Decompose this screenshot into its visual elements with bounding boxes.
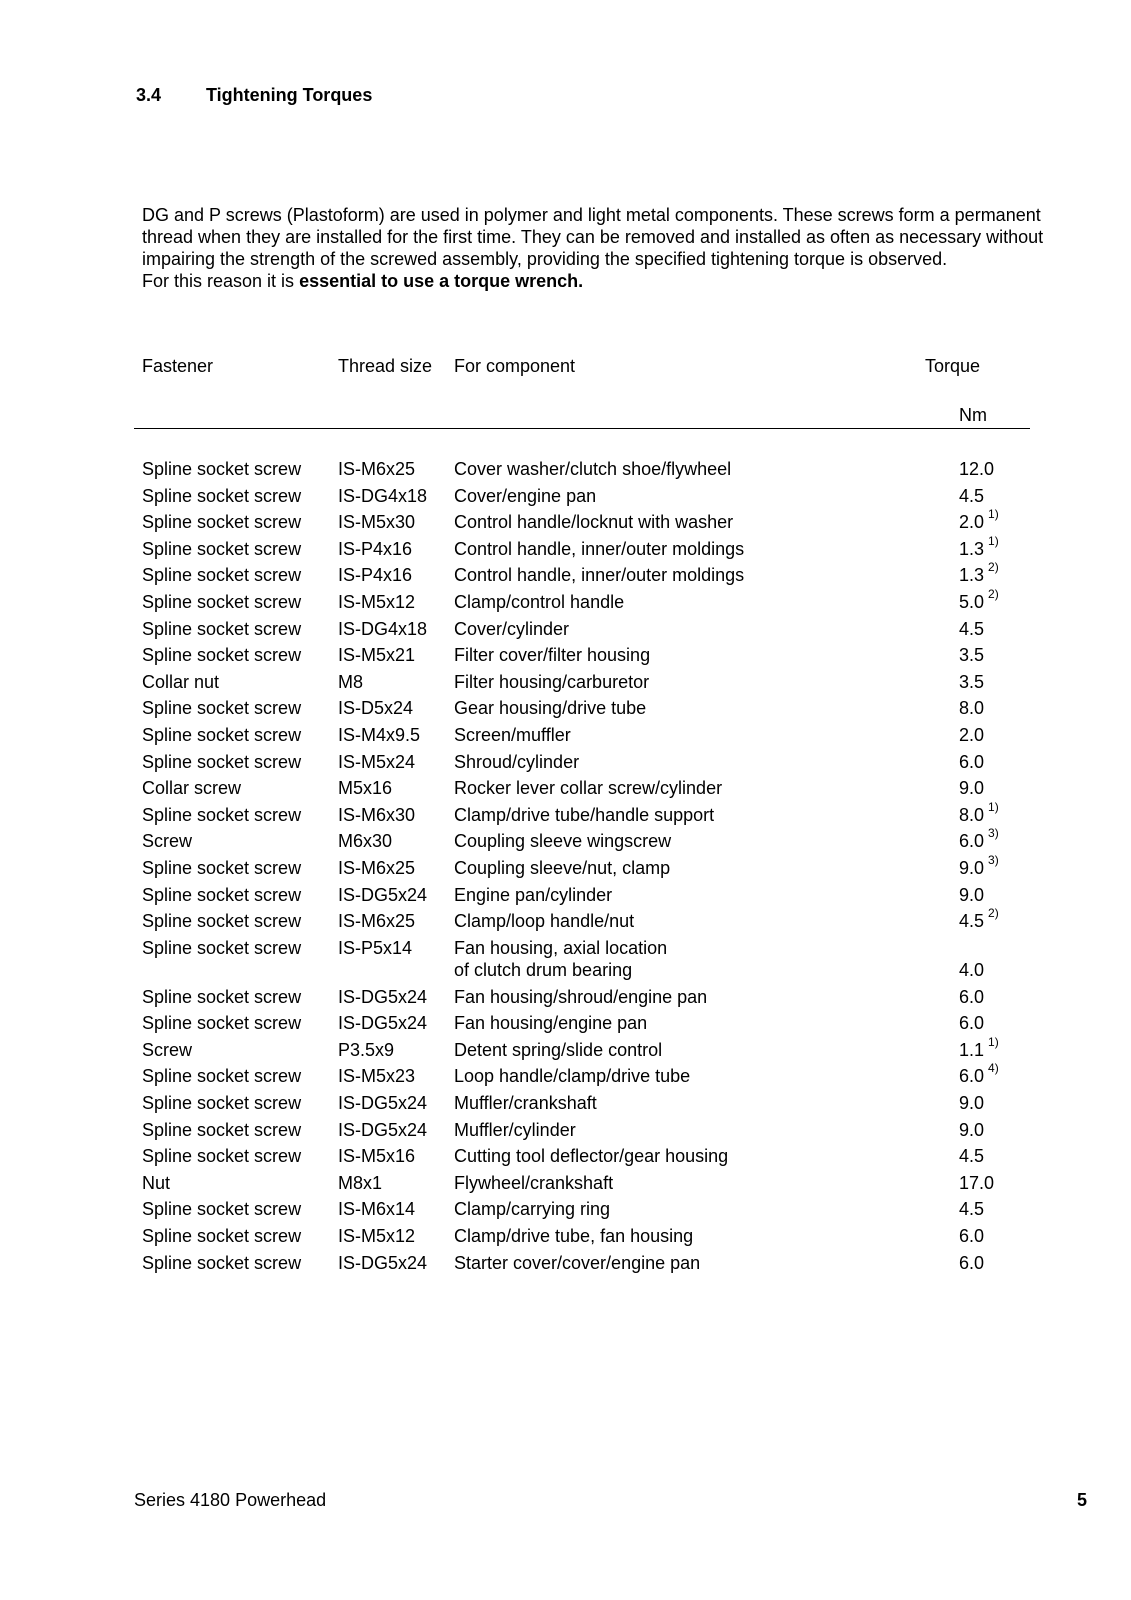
torque-value: 6.0: [959, 751, 985, 772]
cell-component: [454, 697, 646, 719]
intro-emphasis-line: [142, 270, 1077, 292]
torque-table-body: [0, 458, 1131, 1278]
cell-component: [454, 564, 744, 586]
table-row: [0, 507, 1131, 538]
cell-component: [454, 1092, 597, 1114]
header-fastener: Fastener: [142, 356, 214, 376]
cell-fastener: Spline socket screw: [142, 538, 302, 559]
cell-torque: [959, 724, 984, 746]
cell-component: [454, 458, 731, 480]
cell-thread-size: IS-P4x16: [338, 538, 413, 559]
table-row: [0, 826, 1131, 857]
table-row: [0, 644, 1131, 671]
cell-torque: [959, 644, 984, 666]
torque-value: 3.5: [959, 645, 985, 666]
table-row: [0, 724, 1131, 751]
cell-fastener: Spline socket screw: [142, 986, 302, 1007]
cell-component-line: Clamp/loop handle/nut: [454, 911, 635, 932]
torque-value: 1.1: [959, 1039, 985, 1060]
cell-component: [454, 1145, 728, 1167]
cell-fastener: Spline socket screw: [142, 565, 302, 586]
table-row: [0, 671, 1131, 698]
cell-fastener: Spline socket screw: [142, 1013, 302, 1034]
intro-text: [142, 204, 1077, 292]
cell-fastener: Spline socket screw: [142, 857, 302, 878]
cell-thread-size: IS-DG5x24: [338, 1093, 428, 1114]
torque-value: 6.0: [959, 831, 985, 852]
cell-thread-size: IS-M5x12: [338, 1226, 416, 1247]
cell-thread-size: IS-M5x23: [338, 1066, 416, 1087]
cell-fastener: Spline socket screw: [142, 459, 302, 479]
cell-component: [454, 986, 707, 1008]
cell-component-line: Cover washer/clutch shoe/flywheel: [454, 459, 732, 479]
cell-thread-size: IS-DG4x18: [338, 618, 428, 639]
table-row: [0, 799, 1131, 831]
cell-fastener: Spline socket screw: [142, 645, 302, 666]
cell-torque: [959, 884, 984, 906]
cell-torque: [959, 1198, 984, 1220]
cell-component-line: Filter housing/carburetor: [454, 671, 650, 692]
torque-value: 6.0: [959, 1066, 985, 1087]
cell-component: [454, 937, 667, 981]
footnote-marker: 2): [988, 586, 999, 601]
cell-fastener: Spline socket screw: [142, 1066, 302, 1087]
cell-component-line: Detent spring/slide control: [454, 1039, 663, 1060]
cell-component: [454, 857, 670, 879]
cell-fastener: Spline socket screw: [142, 937, 302, 958]
cell-component-line: Fan housing, axial location: [454, 937, 668, 958]
cell-fastener: Screw: [142, 1039, 193, 1060]
cell-thread-size: IS-M5x21: [338, 645, 416, 666]
cell-component-line: Fan housing/shroud/engine pan: [454, 986, 708, 1007]
torque-value: 1.3: [959, 565, 985, 586]
footnote-marker: 1): [988, 533, 999, 548]
cell-fastener: Spline socket screw: [142, 1119, 302, 1140]
cell-torque: [959, 1145, 984, 1167]
cell-component-line: Clamp/drive tube/handle support: [454, 804, 715, 825]
cell-thread-size: IS-DG5x24: [338, 986, 428, 1007]
cell-component: [454, 591, 624, 613]
cell-thread-size: M6x30: [338, 831, 393, 852]
table-row: [0, 1145, 1131, 1172]
table-row: [0, 751, 1131, 778]
cell-thread-size: IS-DG5x24: [338, 1119, 428, 1140]
cell-component-line: Coupling sleeve wingscrew: [454, 831, 672, 852]
cell-thread-size: IS-DG4x18: [338, 485, 428, 506]
table-row: [0, 1119, 1131, 1146]
cell-component-line: Filter cover/filter housing: [454, 645, 651, 666]
cell-component: [454, 1119, 576, 1141]
cell-torque: [959, 533, 999, 560]
table-row: [0, 1092, 1131, 1119]
table-row: [0, 560, 1131, 591]
cell-component-line: Gear housing/drive tube: [454, 698, 647, 719]
cell-thread-size: IS-P4x16: [338, 565, 413, 586]
footnote-marker: 2): [988, 560, 999, 575]
cell-component-line: Loop handle/clamp/drive tube: [454, 1066, 691, 1087]
cell-component: [454, 644, 650, 666]
cell-thread-size: IS-M5x12: [338, 591, 416, 612]
cell-thread-size: IS-M6x25: [338, 459, 416, 479]
torque-value: 8.0: [959, 698, 985, 719]
torque-value: 2.0: [959, 724, 985, 745]
cell-torque: [959, 906, 999, 932]
cell-thread-size: IS-M6x30: [338, 804, 416, 825]
table-row: [0, 485, 1131, 512]
torque-value: 17.0: [959, 1172, 995, 1193]
cell-torque: [959, 777, 984, 799]
cell-fastener: Spline socket screw: [142, 1252, 302, 1273]
cell-fastener: Collar screw: [142, 778, 242, 799]
torque-value: 4.5: [959, 485, 985, 506]
cell-thread-size: M8x1: [338, 1172, 383, 1193]
cell-component: [454, 618, 569, 640]
cell-component-line: Starter cover/cover/engine pan: [454, 1252, 701, 1273]
footnote-marker: 1): [988, 507, 999, 522]
table-row: [0, 458, 1131, 485]
cell-component: [454, 910, 634, 932]
cell-component: [454, 777, 722, 799]
cell-component: [454, 724, 571, 746]
section-title: Tightening Torques: [206, 85, 373, 105]
cell-fastener: Spline socket screw: [142, 618, 302, 639]
cell-component-line: Fan housing/engine pan: [454, 1013, 648, 1034]
cell-component-line: Control handle, inner/outer moldings: [454, 538, 745, 559]
cell-thread-size: IS-M5x16: [338, 1146, 416, 1167]
table-row: [0, 1252, 1131, 1279]
cell-component: [454, 485, 596, 507]
cell-torque: [959, 1012, 984, 1034]
footer-title: Series 4180 Powerhead: [134, 1490, 327, 1510]
cell-component-line: Shroud/cylinder: [454, 751, 580, 772]
table-row: [0, 1198, 1131, 1225]
cell-torque: [959, 1061, 999, 1087]
cell-component-line: Cutting tool deflector/gear housing: [454, 1146, 729, 1167]
cell-thread-size: IS-P5x14: [338, 937, 413, 958]
cell-fastener: Screw: [142, 831, 193, 852]
cell-fastener: Spline socket screw: [142, 698, 302, 719]
cell-component: [454, 830, 671, 852]
section-heading: [136, 85, 372, 106]
footnote-marker: 4): [988, 1061, 999, 1076]
cell-thread-size: IS-M5x30: [338, 512, 416, 533]
cell-thread-size: IS-M6x14: [338, 1199, 416, 1220]
table-row: [0, 937, 1131, 986]
table-row: [0, 586, 1131, 618]
torque-value: 9.0: [959, 884, 985, 905]
torque-value: 6.0: [959, 1252, 985, 1273]
torque-value: 6.0: [959, 1013, 985, 1034]
cell-component: [454, 1225, 693, 1247]
cell-component: [454, 538, 744, 560]
cell-component: [454, 1065, 690, 1087]
cell-component: [454, 884, 612, 906]
cell-fastener: Spline socket screw: [142, 804, 302, 825]
intro-emphasis-prefix: For this reason it is: [142, 271, 300, 291]
cell-component-line: Control handle, inner/outer moldings: [454, 565, 745, 586]
table-row: [0, 852, 1131, 884]
section-number: 3.4: [136, 85, 162, 105]
table-row: [0, 533, 1131, 565]
torque-value: 3.5: [959, 671, 985, 692]
table-row: [0, 697, 1131, 724]
torque-value: 9.0: [959, 1119, 985, 1140]
footnote-marker: 3): [988, 826, 999, 841]
table-row: [0, 1012, 1131, 1039]
cell-fastener: Spline socket screw: [142, 1199, 302, 1220]
torque-value: 9.0: [959, 778, 985, 799]
cell-component-line: Clamp/carrying ring: [454, 1199, 611, 1220]
torque-value: 4.5: [959, 911, 985, 932]
cell-fastener: Spline socket screw: [142, 1146, 302, 1167]
cell-torque: [959, 507, 999, 533]
cell-thread-size: IS-M5x24: [338, 751, 416, 772]
table-row: [0, 884, 1131, 911]
footnote-marker: 2): [988, 906, 999, 921]
torque-value: 5.0: [959, 591, 985, 612]
cell-component-line: Cover/engine pan: [454, 485, 597, 506]
cell-component-line: Clamp/control handle: [454, 591, 625, 612]
cell-torque: [959, 485, 984, 507]
header-unit: Nm: [959, 405, 987, 425]
cell-thread-size: IS-D5x24: [338, 698, 414, 719]
torque-value: 4.0: [959, 959, 985, 980]
cell-torque: [959, 671, 984, 693]
cell-thread-size: M8: [338, 671, 364, 692]
cell-component-line: Control handle/locknut with washer: [454, 512, 734, 533]
cell-fastener: Collar nut: [142, 671, 220, 692]
header-component: For component: [454, 356, 576, 376]
cell-torque: [959, 560, 999, 586]
torque-value: 4.5: [959, 618, 985, 639]
torque-value: 2.0: [959, 512, 985, 533]
header-thread-size: Thread size: [338, 356, 433, 376]
cell-fastener: Spline socket screw: [142, 591, 302, 612]
cell-thread-size: IS-DG5x24: [338, 1013, 428, 1034]
torque-value: 12.0: [959, 459, 995, 479]
header-torque: Torque: [925, 356, 981, 376]
torque-value: 9.0: [959, 1093, 985, 1114]
table-row: [0, 777, 1131, 804]
cell-component: [454, 751, 579, 773]
torque-value: 4.5: [959, 1199, 985, 1220]
table-row: [0, 1225, 1131, 1252]
intro-paragraph: DG and P screws (Plastoform) are used in polymer and light metal components. These screws form a permanent thread when they are installed for the first time. They can be removed and installed as often as necessary without impairing the strength of the screwed assembly, providing the specified tightening torque is observed.: [142, 205, 1044, 269]
cell-component: [454, 1012, 647, 1034]
cell-component-line: Engine pan/cylinder: [454, 884, 613, 905]
cell-fastener: Spline socket screw: [142, 512, 302, 533]
cell-torque: [959, 1119, 984, 1141]
torque-value: 1.3: [959, 538, 985, 559]
cell-torque: [959, 618, 984, 640]
torque-value: 6.0: [959, 1226, 985, 1247]
table-header-rule: [134, 428, 1030, 429]
table-row: [0, 1034, 1131, 1066]
cell-component-line-2: of clutch drum bearing: [454, 959, 633, 980]
torque-value: 9.0: [959, 857, 985, 878]
cell-component-line: Cover/cylinder: [454, 618, 570, 639]
torque-value: 8.0: [959, 804, 985, 825]
cell-torque: [959, 826, 999, 852]
footnote-marker: 1): [988, 1034, 999, 1049]
cell-thread-size: IS-DG5x24: [338, 884, 428, 905]
cell-component: [454, 1172, 613, 1194]
cell-fastener: Spline socket screw: [142, 911, 302, 932]
cell-thread-size: M5x16: [338, 778, 393, 799]
cell-component-line: Clamp/drive tube, fan housing: [454, 1226, 694, 1247]
cell-thread-size: IS-M6x25: [338, 911, 416, 932]
torque-value: 4.5: [959, 1146, 985, 1167]
cell-torque: [959, 586, 999, 613]
table-row: [0, 986, 1131, 1013]
cell-torque: [959, 852, 999, 879]
cell-component: [454, 804, 714, 826]
cell-component: [454, 671, 649, 693]
cell-component-line: Coupling sleeve/nut, clamp: [454, 857, 671, 878]
cell-thread-size: IS-M4x9.5: [338, 724, 421, 745]
cell-torque: [959, 986, 984, 1008]
cell-component-line: Muffler/crankshaft: [454, 1093, 597, 1114]
cell-fastener: Nut: [142, 1172, 171, 1193]
cell-fastener: Spline socket screw: [142, 751, 302, 772]
table-row: [0, 1061, 1131, 1092]
cell-fastener: Spline socket screw: [142, 1226, 302, 1247]
cell-torque: [959, 697, 984, 719]
cell-torque: [959, 1225, 984, 1247]
cell-torque: [959, 799, 999, 826]
cell-fastener: Spline socket screw: [142, 884, 302, 905]
cell-component: [454, 1252, 700, 1274]
cell-torque: [959, 1034, 999, 1061]
cell-fastener: Spline socket screw: [142, 1093, 302, 1114]
cell-component: [454, 511, 733, 533]
cell-thread-size: IS-DG5x24: [338, 1252, 428, 1273]
cell-torque: [959, 1092, 984, 1114]
intro-emphasis-bold: essential to use a torque wrench.: [299, 271, 584, 291]
table-row: [0, 618, 1131, 645]
footnote-marker: 3): [988, 852, 999, 867]
cell-torque: [959, 959, 984, 981]
cell-torque: [959, 458, 994, 480]
torque-value: 6.0: [959, 986, 985, 1007]
cell-thread-size: IS-M6x25: [338, 857, 416, 878]
footnote-marker: 1): [988, 799, 999, 814]
cell-thread-size: P3.5x9: [338, 1039, 395, 1060]
table-row: [0, 906, 1131, 937]
cell-component: [454, 1198, 610, 1220]
cell-component: [454, 1039, 662, 1061]
cell-fastener: Spline socket screw: [142, 485, 302, 506]
cell-fastener: Spline socket screw: [142, 724, 302, 745]
cell-component-line: Screen/muffler: [454, 724, 571, 745]
cell-component-line: Muffler/cylinder: [454, 1119, 576, 1140]
cell-torque: [959, 1252, 984, 1274]
page-number: 5: [1077, 1490, 1088, 1510]
cell-component-line: Rocker lever collar screw/cylinder: [454, 778, 723, 799]
cell-torque: [959, 751, 984, 773]
cell-torque: [959, 1172, 994, 1194]
table-row: [0, 1172, 1131, 1199]
cell-component-line: Flywheel/crankshaft: [454, 1172, 614, 1193]
